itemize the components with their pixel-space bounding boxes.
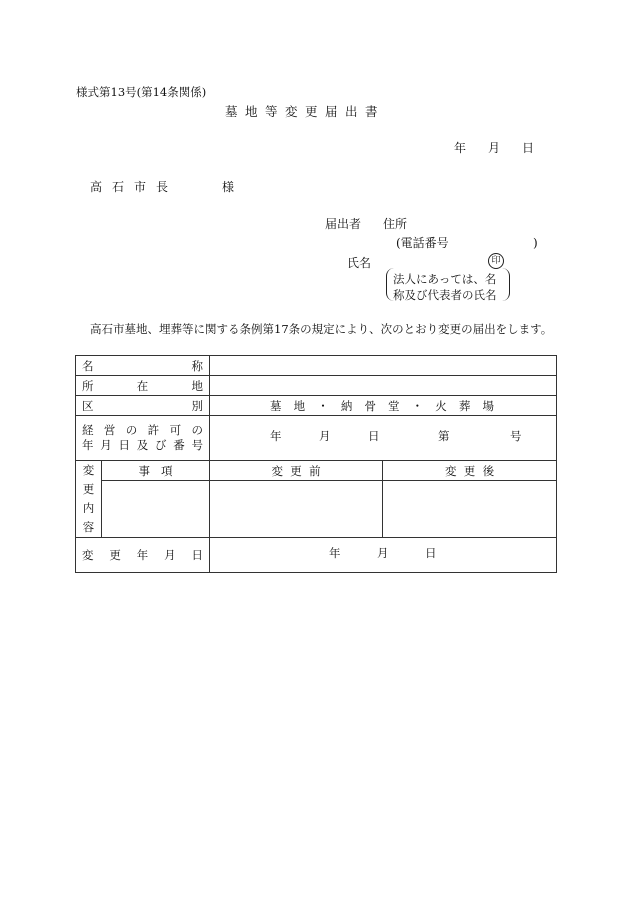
name-label: 氏名 (347, 256, 372, 270)
addressee (90, 181, 234, 193)
addressee-name: 高石市長 (90, 180, 179, 194)
corp-note-line1: 法人にあっては、名 (393, 272, 497, 286)
form-number: 様式第13号(第14条関係) (76, 85, 207, 99)
change-form-table (75, 355, 557, 573)
column-after-header: 変 更 後 (383, 461, 557, 481)
location-field[interactable] (210, 376, 557, 396)
permit-label-cell: 経 営 の 許 可 の 年 月 日 及 び 番 号 (76, 416, 210, 461)
statement: 高石市墓地、埋葬等に関する条例第17条の規定により、次のとおり変更の届出をします。 (90, 322, 553, 336)
name-label-cell: 名 称 (76, 356, 210, 376)
change-date-value[interactable]: 年 月 日 (210, 538, 557, 573)
column-item-header: 事 項 (102, 461, 210, 481)
corp-note-line2: 称及び代表者の氏名 (393, 288, 497, 302)
corporation-note (386, 268, 510, 301)
change-before-field[interactable] (210, 481, 383, 538)
phone-label: (電話番号 (396, 236, 449, 250)
location-label-cell: 所 在 地 (76, 376, 210, 396)
name-field[interactable] (210, 356, 557, 376)
date-month: 月 (488, 141, 501, 155)
category-label-cell: 区 別 (76, 396, 210, 416)
change-item-field[interactable] (102, 481, 210, 538)
notifier-address-line (325, 218, 407, 230)
addressee-honorific: 様 (222, 180, 235, 194)
address-label: 住所 (383, 217, 408, 231)
category-options[interactable]: 墓 地 ・ 納 骨 堂 ・ 火 葬 場 (210, 396, 557, 416)
date-day: 日 (522, 141, 535, 155)
submission-date (454, 142, 534, 154)
seal-icon: 印 (488, 253, 504, 269)
date-year: 年 (454, 141, 467, 155)
phone-close-paren: ) (533, 236, 538, 250)
column-before-header: 変 更 前 (210, 461, 383, 481)
change-content-label: 変 更 内 容 (76, 461, 102, 538)
notifier-label: 届出者 (325, 217, 362, 231)
permit-value[interactable]: 年 月 日 第 号 (210, 416, 557, 461)
change-date-label-cell: 変 更 年 月 日 (76, 538, 210, 573)
form-title: 墓地等変更届出書 (225, 104, 386, 119)
change-after-field[interactable] (383, 481, 557, 538)
